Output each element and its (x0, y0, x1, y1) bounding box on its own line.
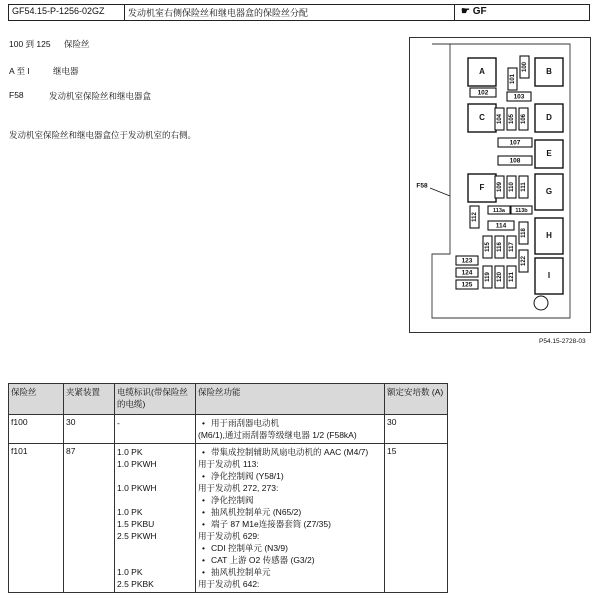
fuse-label-115: 115 (485, 242, 492, 252)
cell-fuse: f101 (9, 444, 64, 593)
cell-cable (115, 415, 196, 444)
fuse-label-122: 122 (521, 255, 528, 267)
fuse-label-104: 104 (497, 113, 504, 125)
function-line: • 带集成控制辅助风扇电动机的 AAC (M4/7) (198, 446, 382, 458)
function-line: • 净化控制阀 (Y58/1) (198, 470, 382, 482)
relay-label-i: I (547, 271, 551, 281)
col-amperage: 额定安培数 (A) (385, 384, 448, 415)
function-line: • CAT 上游 O2 传感器 (G3/2) (198, 554, 382, 566)
fuse-label-119: 119 (485, 272, 492, 282)
fuse-label-116: 116 (497, 242, 504, 252)
document-header (8, 4, 590, 21)
fuse-label-124: 124 (461, 269, 473, 277)
function-line: • 用于雨刮器电动机 (198, 417, 382, 429)
fuse-label-110: 110 (509, 182, 516, 192)
fuse-label-117: 117 (509, 242, 516, 252)
function-line: • 抽风机控制单元 (198, 566, 382, 578)
col-function: 保险丝功能 (196, 384, 385, 415)
fuse-label-112: 112 (472, 212, 479, 222)
function-line: 用于发动机 272, 273: (198, 483, 279, 493)
relay-label-a: A (479, 67, 485, 77)
cable-id: 2.5 PKBK (117, 579, 154, 589)
cable-id: 1.0 PK (117, 447, 143, 457)
cable-id (117, 554, 193, 566)
fuse-label-113b: 113b (515, 207, 528, 214)
fuse-label-101: 101 (510, 73, 517, 85)
legend-value-f58: 发动机室保险丝和继电器盒 (49, 91, 152, 101)
figure-caption: P54.15-2728-03 (539, 338, 586, 345)
fuse-label-100: 100 (522, 61, 529, 73)
fuse-label-118: 118 (521, 228, 528, 238)
table-row (9, 444, 448, 593)
pointer-hand-icon: ☛ (461, 6, 470, 17)
fuse-label-125: 125 (461, 281, 473, 289)
table-row (9, 415, 448, 444)
fuse-assignment-table (8, 383, 448, 593)
relay-label-d: D (546, 113, 552, 123)
relay-label-c: C (479, 113, 485, 123)
cell-amperage: 30 (385, 415, 448, 444)
cell-clamp: 87 (64, 444, 115, 593)
cable-id (117, 494, 193, 506)
function-line: • CDI 控制单元 (N3/9) (198, 542, 382, 554)
cable-id: 2.5 PKWH (117, 531, 157, 541)
gf-logo: ☛ GF (461, 6, 487, 17)
col-fuse: 保险丝 (9, 384, 64, 415)
f58-leader-line (430, 188, 450, 196)
function-line: 用于发动机 113: (198, 459, 259, 469)
fuse-box-diagram (409, 37, 591, 333)
cable-id (117, 429, 193, 441)
function-line: 用于发动机 642: (198, 579, 260, 589)
cell-function (196, 415, 385, 444)
cable-id: 1.0 PK (117, 567, 143, 577)
cable-id (117, 470, 193, 482)
legend-value-relays: 继电器 (53, 66, 79, 76)
cable-id: 1.0 PK (117, 507, 143, 517)
cable-id: 1.0 PKWH (117, 483, 157, 493)
doc-title: 发动机室右侧保险丝和继电器盒的保险丝分配 (125, 5, 455, 20)
fuse-label-108: 108 (509, 157, 521, 165)
cell-cable (115, 444, 196, 593)
fuse-label-105: 105 (509, 113, 516, 125)
fuse-label-123: 123 (461, 257, 473, 265)
legend-key-fuses: 100 到 125 (9, 39, 51, 49)
table-body (9, 415, 448, 593)
relay-label-g: G (545, 187, 553, 197)
relay-label-h: H (546, 231, 552, 241)
fuse-label-120: 120 (497, 271, 504, 283)
cell-function (196, 444, 385, 593)
fuse-label-121: 121 (509, 271, 516, 283)
function-line: (M6/1),通过雨刮器等级继电器 1/2 (F58kA) (198, 430, 357, 440)
cable-id: 1.5 PKBU (117, 519, 155, 529)
cable-id: - (117, 418, 120, 428)
legend-value-fuses: 保险丝 (64, 39, 90, 49)
col-cable: 电缆标识(带保险丝的电缆) (115, 384, 196, 415)
f58-label: F58 (416, 182, 428, 190)
table-header-row (9, 384, 448, 415)
cell-fuse: f100 (9, 415, 64, 444)
doc-id: GF54.15-P-1256-02GZ (9, 5, 125, 20)
fuse-label-111: 111 (521, 182, 528, 192)
function-line: • 端子 87 M1e连接器套筒 (Z7/35) (198, 518, 382, 530)
cable-id: 1.0 PKWH (117, 459, 157, 469)
description-text: 发动机室保险丝和继电器盒位于发动机室的右侧。 (9, 130, 197, 140)
function-line: 用于发动机 629: (198, 531, 260, 541)
fuse-label-113a: 113a (493, 207, 505, 214)
fuse-label-114: 114 (495, 222, 507, 230)
col-clamp: 夹紧装置 (64, 384, 115, 415)
function-line: • 抽风机控制单元 (N65/2) (198, 506, 382, 518)
fuse-label-109: 109 (497, 181, 504, 193)
fuse-label-106: 106 (521, 113, 528, 125)
cable-id (117, 542, 193, 554)
cell-amperage: 15 (385, 444, 448, 593)
fuse-label-107: 107 (509, 139, 521, 147)
relay-label-e: E (546, 149, 552, 159)
fuse-label-103: 103 (513, 93, 525, 101)
relay-label-b: B (546, 67, 552, 77)
legend-key-relays: A 至 I (9, 66, 30, 76)
cell-clamp: 30 (64, 415, 115, 444)
fuse-box-drawing (410, 38, 590, 332)
legend-key-f58: F58 (9, 90, 24, 100)
function-line: • 净化控制阀 (198, 494, 382, 506)
fuse-label-102: 102 (477, 89, 489, 97)
relay-label-f: F (479, 183, 485, 193)
mounting-hole (534, 296, 548, 310)
